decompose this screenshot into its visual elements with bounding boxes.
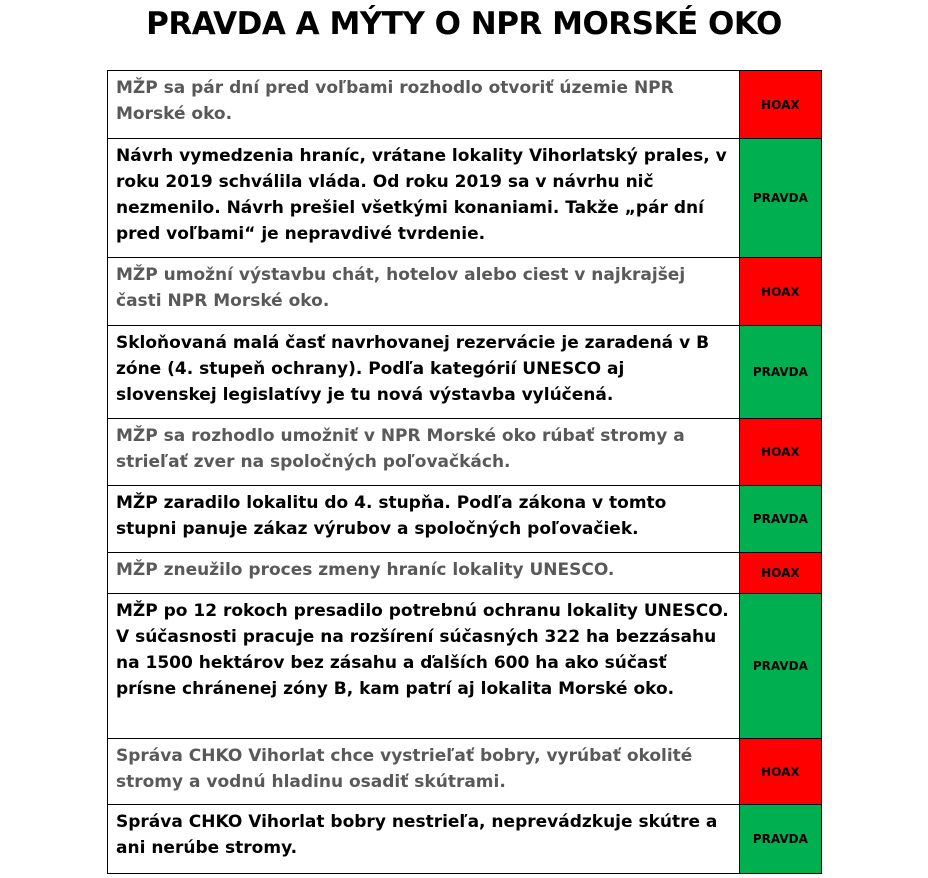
verdict-badge-pravda: PRAVDA (739, 594, 821, 739)
table-row (108, 553, 822, 594)
facts-table (107, 70, 822, 874)
statement-cell: MŽP sa pár dní pred voľbami rozhodlo otvoriť územie NPR Morské oko. (108, 71, 740, 139)
verdict-badge-hoax: HOAX (739, 739, 821, 805)
statement-cell: Návrh vymedzenia hraníc, vrátane lokality Vihorlatský prales, v roku 2019 schválila vláda. Od roku 2019 sa v návrhu nič nezmenilo. Návrh prešiel všetkými konaniami. Takže „pár dní pred voľbami“ je nepravdivé tvrdenie. (108, 139, 740, 258)
statement-cell: Skloňovaná malá časť navrhovanej rezervácie je zaradená v B zóne (4. stupeň ochrany). Podľa kategórií UNESCO aj slovenskej legislatívy je tu nová výstavba vylúčená. (108, 326, 740, 419)
verdict-badge-pravda: PRAVDA (739, 805, 821, 874)
table-row (108, 419, 822, 486)
table-row (108, 739, 822, 805)
verdict-badge-hoax: HOAX (739, 553, 821, 594)
table-row (108, 326, 822, 419)
statement-cell: MŽP zneužilo proces zmeny hraníc lokality UNESCO. (108, 553, 740, 594)
table-row (108, 486, 822, 553)
statement-cell: MŽP umožní výstavbu chát, hotelov alebo ciest v najkrajšej časti NPR Morské oko. (108, 258, 740, 326)
verdict-badge-pravda: PRAVDA (739, 326, 821, 419)
table-row (108, 139, 822, 258)
statement-cell: MŽP sa rozhodlo umožniť v NPR Morské oko rúbať stromy a strieľať zver na spoločných poľovačkách. (108, 419, 740, 486)
statement-cell: MŽP zaradilo lokalitu do 4. stupňa. Podľa zákona v tomto stupni panuje zákaz výrubov a spoločných poľovačiek. (108, 486, 740, 553)
table-row (108, 805, 822, 874)
verdict-badge-hoax: HOAX (739, 71, 821, 139)
statement-cell: MŽP po 12 rokoch presadilo potrebnú ochranu lokality UNESCO. V súčasnosti pracuje na rozšírení súčasných 322 ha bezzásahu na 1500 hektárov bez zásahu a ďalších 600 ha ako súčasť prísne chránenej zóny B, kam patrí aj lokalita Morské oko. (108, 594, 740, 739)
statement-cell: Správa CHKO Vihorlat bobry nestrieľa, neprevádzkuje skútre a ani nerúbe stromy. (108, 805, 740, 874)
table-row (108, 594, 822, 739)
verdict-badge-hoax: HOAX (739, 258, 821, 326)
verdict-badge-pravda: PRAVDA (739, 139, 821, 258)
page-title: PRAVDA A MÝTY O NPR MORSKÉ OKO (146, 6, 782, 42)
verdict-badge-pravda: PRAVDA (739, 486, 821, 553)
statement-cell: Správa CHKO Vihorlat chce vystrieľať bobry, vyrúbať okolité stromy a vodnú hladinu osadiť skútrami. (108, 739, 740, 805)
verdict-badge-hoax: HOAX (739, 419, 821, 486)
table-row (108, 258, 822, 326)
table-row (108, 71, 822, 139)
